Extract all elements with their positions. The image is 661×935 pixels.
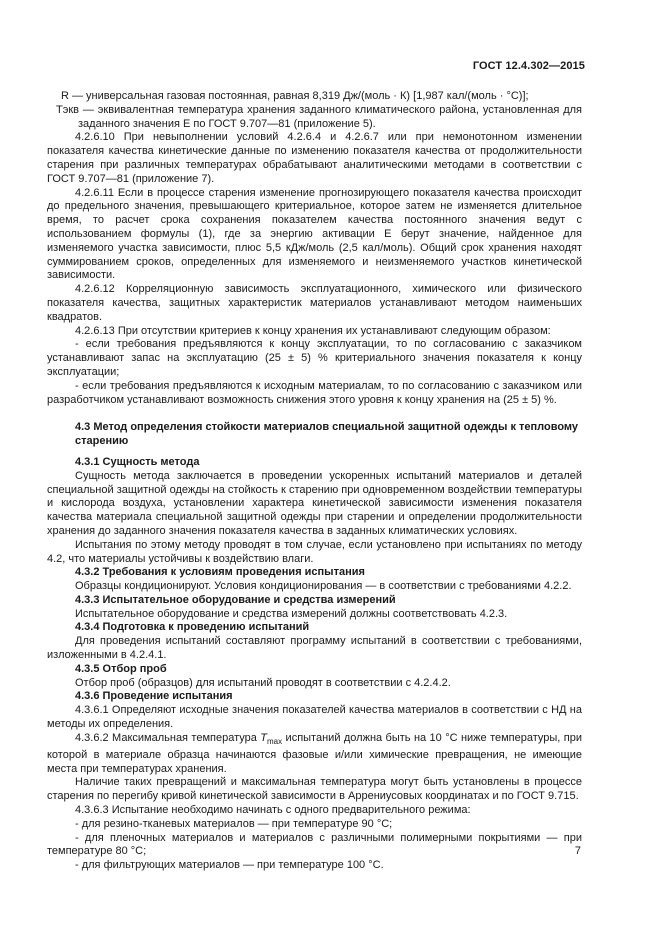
paragraph-4-3-6-2 (47, 732, 582, 777)
definition-t: Tэкв — эквивалентная температура хранения заданного климатического района, установленная для заданного значения E по ГОСТ 9.707—81 (приложение 5). (56, 103, 582, 130)
subsection-heading: 4.3.3 Испытательное оборудование и средства измерений (75, 593, 396, 606)
paragraph: Сущность метода заключается в проведении ускоренных испытаний материалов и деталей специальной защитной одежды на стойкость к старению при одновременном воздействии температуры и кислорода воздуха, установлении характера кинетической зависимости изменения показателя качества материала специальной защитной одежды при старении и определении продолжительности хранения до заданного значения показателя качества в заданных климатических условиях. (47, 469, 582, 537)
document-code: ГОСТ 12.4.302—2015 (472, 60, 585, 72)
page-content (47, 90, 582, 873)
list-item: - если требования предъявляются к концу эксплуатации, то по согласованию с заказчиком устанавливают запас на эксплуатацию (25 ± 5) % критериального значения показателя к концу эксплуатации; (47, 338, 582, 378)
subsection-heading: 4.3.4 Подготовка к проведению испытаний (75, 621, 310, 634)
paragraph-4-2-6-10: 4.2.6.10 При невыполнении условий 4.2.6.4 и 4.2.6.7 или при немонотонном изменении показателя качества кинетические данные по изменению показателя качества от продолжительности старения при различных температурах обрабатывают аналитическими методами в соответствии с ГОСТ 9.707—81 (приложение 7). (47, 131, 582, 185)
paragraph: Образцы кондиционируют. Условия кондиционирования — в соответствии с требованиями 4.2.2. (75, 580, 572, 593)
text-span: испытаний должна быть на 10 °С ниже температуры, при которой в материале образца начинаются фазовые и/или химические превращения, не имеющие места при температурах хранения. (47, 731, 582, 775)
paragraph: Для проведения испытаний составляют программу испытаний в соответствии с требованиями, изложенными в 4.2.4.1. (47, 635, 582, 662)
list-item: - для пленочных материалов и материалов с различными полимерными покрытиями — при температуре 80 °С; (47, 831, 582, 858)
paragraph: Отбор проб (образцов) для испытаний проводят в соответствии с 4.2.4.2. (75, 676, 451, 689)
subsection-heading: 4.3.6 Проведение испытания (75, 690, 233, 703)
definition-r: R — универсальная газовая постоянная, равная 8,319 Дж/(моль · К) [1,987 кал/(моль · °С)]; (61, 90, 529, 102)
paragraph: Испытания по этому методу проводят в том случае, если установлено при испытаниях по методу 4.2, что материалы устойчивы к воздействию влаги. (47, 538, 582, 565)
list-item: - если требования предъявляются к исходным материалам, то по согласованию с заказчиком или разработчиком устанавливают возможность снижения этого уровня к концу хранения на (25 ± 5) %. (47, 379, 582, 406)
symbol: T (260, 731, 268, 744)
text-span: 4.3.6.2 Максимальная температура (75, 731, 261, 744)
paragraph: Испытательное оборудование и средства измерений должны соответствовать 4.2.3. (75, 607, 508, 620)
section-heading-4-3: 4.3 Метод определения стойкости материалов специальной защитной одежды к тепловому старению (75, 421, 579, 448)
subsection-heading: 4.3.1 Сущность метода (75, 455, 200, 468)
paragraph-4-2-6-12: 4.2.6.12 Корреляционную зависимость эксплуатационного, химического или физического показателя качества, защитных характеристик материалов устанавливают методом наименьших квадратов. (47, 283, 582, 323)
paragraph-4-2-6-11: 4.2.6.11 Если в процессе старения изменение прогнозирующего показателя качества происходит до предельного значения, превышающего критериальное, которое затем не изменяется длительное время, то расчет срока сохранения показателем качества постоянного значения ведут с использованием формулы (1), где за энергию активации E берут значение, найденное для изменяемого участка зависимости, плюс 5,5 кДж/моль (2,5 кал/моль). Общий срок хранения находят суммированием сроков, определенных для изменяемого и неизменяемого участков кинетической зависимости. (47, 186, 582, 282)
subsection-heading: 4.3.2 Требования к условиям проведения испытания (75, 566, 365, 579)
paragraph-4-3-6-1: 4.3.6.1 Определяют исходные значения показателей качества материалов в соответствии с НД на методы их определения. (47, 704, 582, 731)
paragraph-4-2-6-13: 4.2.6.13 При отсутствии критериев к концу хранения их устанавливают следующим образом: (75, 324, 551, 337)
paragraph-4-3-6-3: 4.3.6.3 Испытание необходимо начинать с одного предварительного режима: (75, 804, 471, 817)
list-item: - для фильтрующих материалов — при температуре 100 °С. (75, 859, 384, 872)
list-item: - для резино-тканевых материалов — при температуре 90 °С; (75, 817, 393, 830)
subsection-heading: 4.3.5 Отбор проб (75, 662, 167, 675)
subscript: max (267, 737, 283, 747)
paragraph: Наличие таких превращений и максимальная температура могут быть установлены в процессе старения по перегибу кривой кинетической зависимости в Аррениусовых координатах и по ГОСТ 9.715. (47, 776, 582, 803)
page-number: 7 (574, 845, 581, 857)
